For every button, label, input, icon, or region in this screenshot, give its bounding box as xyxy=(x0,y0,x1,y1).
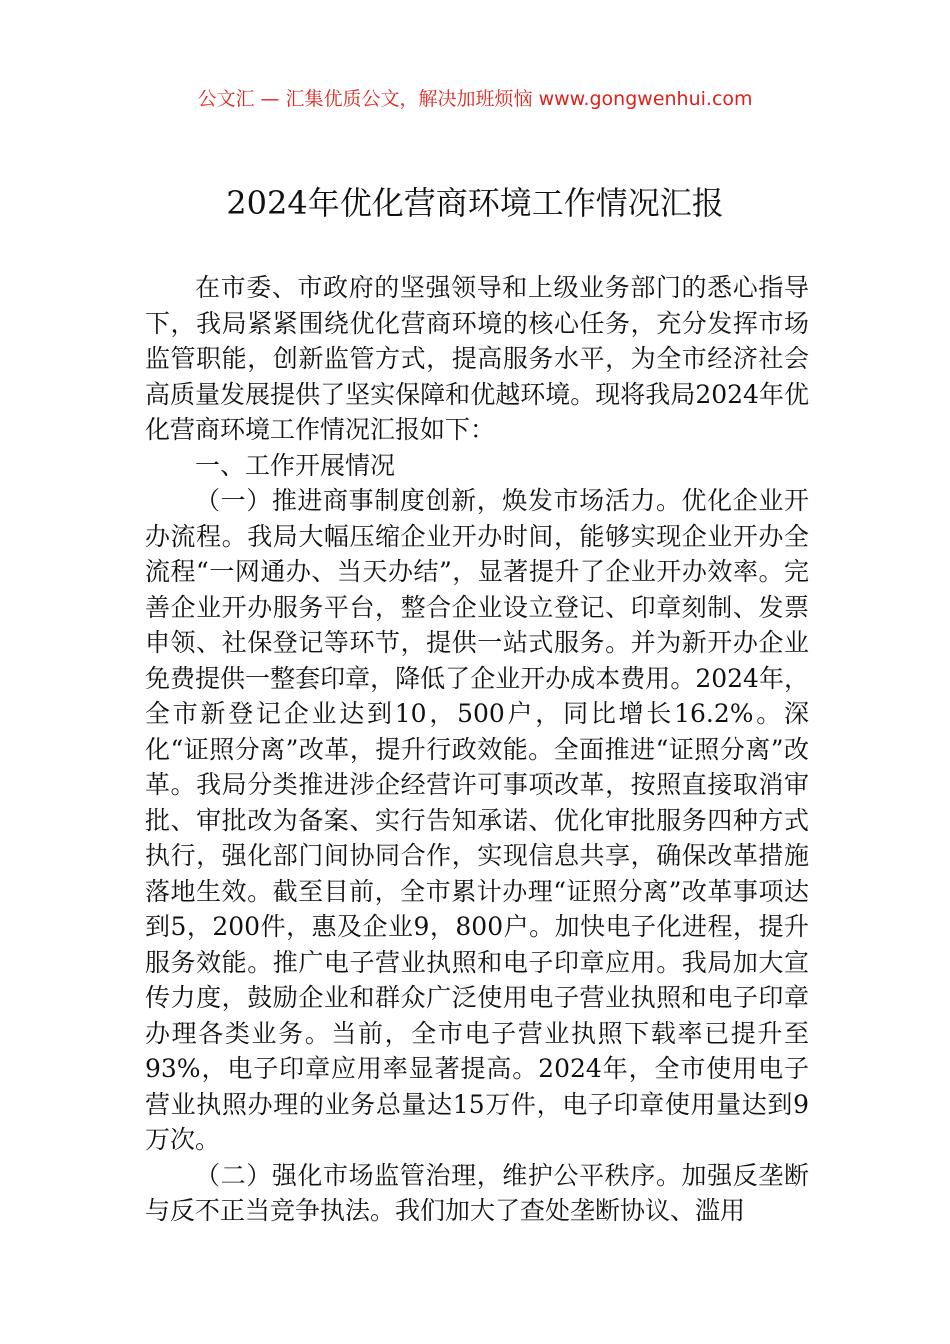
page-title: 2024年优化营商环境工作情况汇报 xyxy=(226,184,724,222)
document-body xyxy=(145,270,809,1229)
section-heading: 一、工作开展情况 xyxy=(195,450,396,480)
body-paragraph: （一）推进商事制度创新，焕发市场活力。优化企业开办流程。我局大幅压缩企业开办时间，能够实现企业开办全流程“一网通办、当天办结”，显著提升了企业开办效率。完善企业开办服务平台，整合企业设立登记、印章刻制、发票申领、社保登记等环节，提供一站式服务。并为新开办企业免费提供一整套印章，降低了企业开办成本费用。2024年，全市新登记企业达到10，500户，同比增长16.2%。深化“证照分离”改革，提升行政效能。全面推进“证照分离”改革。我局分类推进涉企经营许可事项改革，按照直接取消审批、审批改为备案、实行告知承诺、优化审批服务四种方式执行，强化部门间协同合作，实现信息共享，确保改革措施落地生效。截至目前，全市累计办理“证照分离”改革事项达到5，200件，惠及企业9，800户。加快电子化进程，提升服务效能。推广电子营业执照和电子印章应用。我局加大宣传力度，鼓励企业和群众广泛使用电子营业执照和电子印章办理各类业务。当前，全市电子营业执照下载率已提升至93%，电子印章应用率显著提高。2024年，全市使用电子营业执照办理的业务总量达15万件，电子印章使用量达到9万次。 xyxy=(145,486,809,1154)
body-paragraph: （二）强化市场监管治理，维护公平秩序。加强反垄断与反不正当竞争执法。我们加大了查处垄断协议、滥用 xyxy=(145,1160,809,1225)
intro-paragraph: 在市委、市政府的坚强领导和上级业务部门的悉心指导下，我局紧紧围绕优化营商环境的核心任务，充分发挥市场监管职能，创新监管方式，提高服务水平，为全市经济社会高质量发展提供了坚实保障和优越环境。现将我局2024年优化营商环境工作情况汇报如下： xyxy=(145,273,809,444)
header-banner: 公文汇 — 汇集优质公文，解决加班烦恼 www.gongwenhui.com xyxy=(197,88,753,110)
